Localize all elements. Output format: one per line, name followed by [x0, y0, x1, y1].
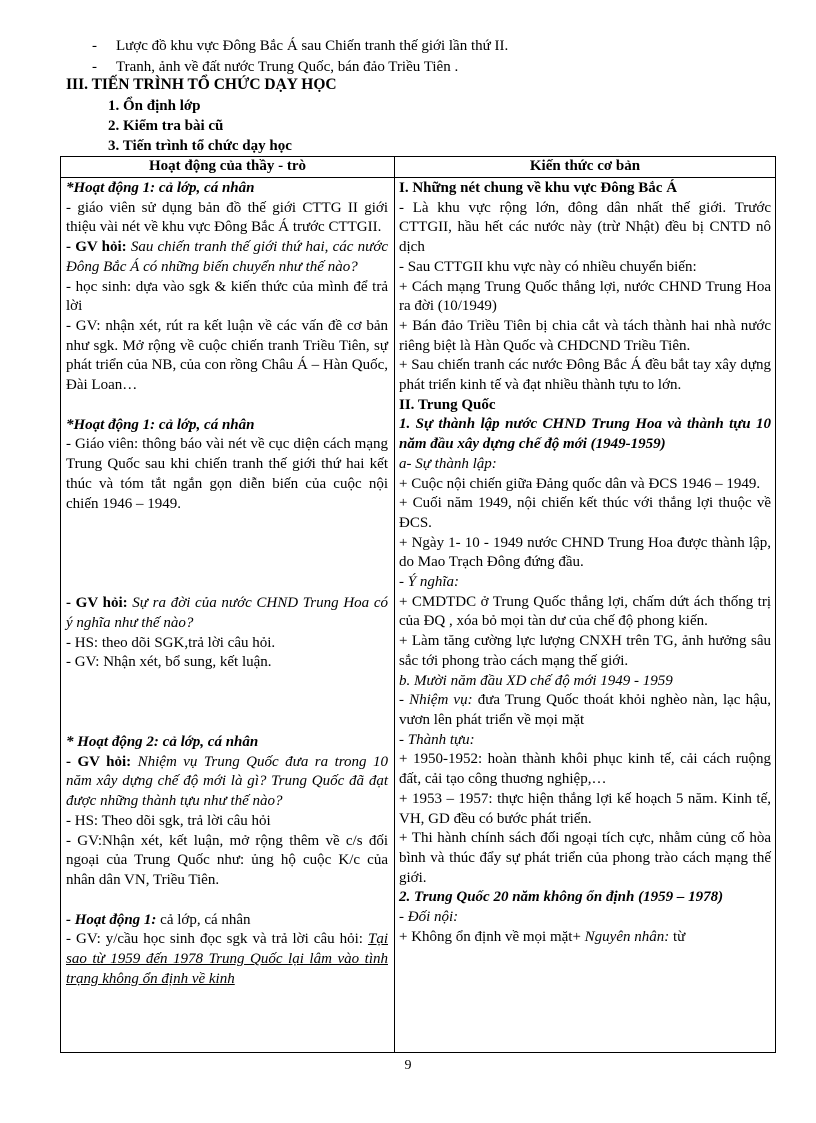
- activity-text: - học sinh: dựa vào sgk & kiến thức của mình để trả lời: [66, 278, 388, 315]
- header-teacher-student: Hoạt động của thầy - trò: [148, 158, 307, 174]
- knowledge-label: a- Sự thành lập:: [399, 455, 497, 472]
- spacer: [66, 673, 388, 713]
- knowledge-inline-text: đưa Trung Quốc thoát khỏi nghèo nàn, lạc hậu, vươn lên phát triển về mọi mặt: [399, 692, 772, 728]
- activity-title-rest: cả lớp, cá nhân: [160, 911, 251, 928]
- knowledge-text: + CMDTDC ở Trung Quốc thắng lợi, chấm dứt ách thống trị của ĐQ , xóa bỏ mọi tàn dư của chế độ phong kiến.: [399, 593, 771, 630]
- knowledge-label: - Nhiệm vụ:: [399, 692, 473, 709]
- knowledge-text: + Bán đảo Triều Tiên bị chia cắt và tách thành hai nhà nước riêng biệt là Hàn Quốc và CHDCND Triều Tiên.: [399, 317, 771, 354]
- knowledge-inline-text: từ: [672, 928, 686, 945]
- knowledge-text: + 1953 – 1957: thực hiện thắng lợi kế hoạch 5 năm. Kinh tế, VH, GD đều có bước phát triển.: [399, 790, 771, 827]
- activity-text: - giáo viên sử dụng bản đồ thế giới CTTG II giới thiệu vài nét về khu vực Đông Bắc Á trước CTTGII.: [66, 199, 388, 236]
- activity-text: - GV: Nhận xét, bổ sung, kết luận.: [66, 654, 272, 671]
- knowledge-inline-text: + Không ổn định về mọi mặt+: [399, 928, 581, 945]
- activity-text: - Giáo viên: thông báo vài nét về cục diện cách mạng Trung Quốc sau khi chiến tranh thế giới thứ hai kết thúc và tóm tắt ngắn gọn diễn biến của cuộc nội chiến 1946 – 1949.: [66, 436, 388, 512]
- spacer: [66, 574, 388, 594]
- knowledge-text: - Là khu vực rộng lớn, đông dân nhất thế giới. Trước CTTGII, hầu hết các nước này (trừ Nhật) đều bị CNTD nô dịch: [399, 199, 771, 256]
- question-label: - GV hỏi:: [66, 239, 127, 256]
- question-lead: - GV: y/cầu học sinh đọc sgk và trả lời câu hỏi:: [66, 931, 363, 948]
- knowledge-label: - Thành tựu:: [399, 731, 475, 748]
- question-text: Sau chiến tranh thế giới thứ hai, các nước Đông Bắc Á có những biến chuyển như thế nào?: [66, 239, 388, 275]
- section-title: III. TIẾN TRÌNH TỔ CHỨC DẠY HỌC: [66, 76, 337, 93]
- knowledge-text: + Cách mạng Trung Quốc thắng lợi, nước CHND Trung Hoa ra đời (10/1949): [399, 278, 771, 315]
- knowledge-label: b. Mười năm đầu XD chế độ mới 1949 - 1959: [399, 672, 673, 689]
- activity-title: *Hoạt động 1: cả lớp, cá nhân: [66, 416, 255, 433]
- subsection-title: 3. Tiến trình tổ chức dạy học: [108, 138, 292, 154]
- knowledge-text: + Sau chiến tranh các nước Đông Bắc Á đều bắt tay xây dựng phát triển kinh tế và đạt nhiều thành tựu to lớn.: [399, 357, 771, 394]
- spacer: [66, 891, 388, 911]
- activity-text: - GV:Nhận xét, kết luận, mở rộng thêm về c/s đối ngoại của Trung Quốc như: ủng hộ cuộc K/c của nhân dân VN, Triều Tiên.: [66, 832, 388, 888]
- bullet-text: Lược đồ khu vực Đông Bắc Á sau Chiến tranh thế giới lần thứ II.: [116, 38, 509, 54]
- subsection-title: 2. Kiểm tra bài cũ: [108, 118, 224, 134]
- knowledge-label: Nguyên nhân:: [584, 928, 670, 945]
- knowledge-text: + Ngày 1- 10 - 1949 nước CHND Trung Hoa được thành lập, do Mao Trạch Đông đứng đầu.: [399, 534, 771, 571]
- column-divider: [394, 157, 395, 1052]
- bullet-text: Tranh, ảnh về đất nước Trung Quốc, bán đảo Triều Tiên .: [116, 59, 459, 75]
- subsection-title: 1. Ổn định lớp: [108, 98, 201, 114]
- spacer: [66, 396, 388, 416]
- spacer: [66, 713, 388, 733]
- activity-question: [66, 753, 388, 812]
- activity-question: [66, 930, 388, 989]
- page-number: 9: [404, 1058, 412, 1073]
- activity-title-line: [66, 911, 388, 931]
- knowledge-heading: I. Những nét chung về khu vực Đông Bắc Á: [399, 180, 678, 196]
- activity-question: [66, 238, 388, 277]
- bullet-item: [92, 58, 458, 77]
- activities-column: [66, 179, 388, 990]
- activity-text: - HS: Theo dõi sgk, trả lời câu hỏi: [66, 812, 271, 829]
- knowledge-label: - Ý nghĩa:: [399, 574, 459, 591]
- activity-text: - GV: nhận xét, rút ra kết luận về các vấn đề cơ bản như sgk. Mở rộng về cuộc chiến tranh Triều Tiên, sự phát triển của NB, của con rồng Châu Á – Hàn Quốc, Đài Loan…: [66, 317, 388, 394]
- question-text: Sự ra đời của nước CHND Trung Hoa có ý nghĩa như thế nào?: [66, 595, 388, 631]
- bullet-dash: -: [92, 38, 97, 54]
- knowledge-text: + Cuộc nội chiến giữa Đảng quốc dân và ĐCS 1946 – 1949.: [399, 475, 761, 492]
- knowledge-heading: II. Trung Quốc: [399, 396, 496, 413]
- bullet-item: [92, 37, 508, 56]
- knowledge-subheading: 2. Trung Quốc 20 năm không ổn định (1959 – 1978): [399, 889, 724, 906]
- knowledge-text: + Cuối năm 1949, nội chiến kết thúc với thắng lợi thuộc về ĐCS.: [399, 495, 771, 531]
- lesson-table: [60, 156, 776, 1053]
- question-label: - GV hỏi:: [66, 595, 128, 612]
- knowledge-text: [399, 691, 771, 730]
- knowledge-label: - Đối nội:: [399, 909, 459, 926]
- header-basic-knowledge: Kiến thức cơ bản: [529, 158, 641, 174]
- activity-title: - Hoạt động 1:: [66, 911, 157, 928]
- bullet-dash: -: [92, 59, 97, 75]
- knowledge-text: + 1950-1952: hoàn thành khôi phục kinh tế, cải cách ruộng đất, cải tạo công thuơng nghiệp,…: [399, 751, 771, 788]
- knowledge-subheading: 1. Sự thành lập nước CHND Trung Hoa và thành tựu 10 năm đầu xây dựng chế độ mới (1949-1959): [399, 416, 771, 453]
- question-text: Tại sao từ 1959 đến 1978 Trung Quốc lại lâm vào tình trạng không ổn định về kinh: [66, 931, 388, 987]
- question-text: Nhiệm vụ Trung Quốc đưa ra trong 10 năm xây dựng chế độ mới là gì? Trung Quốc đã đạt được những thành tựu như thế nào?: [66, 753, 388, 810]
- header-divider: [61, 177, 775, 178]
- knowledge-column: [399, 179, 771, 947]
- knowledge-text: - Sau CTTGII khu vực này có nhiều chuyển biến:: [399, 258, 697, 275]
- spacer: [66, 514, 388, 574]
- activity-text: - HS: theo dõi SGK,trả lời câu hỏi.: [66, 634, 276, 651]
- knowledge-text: + Thi hành chính sách đối ngoại tích cực, nhằm củng cố hòa bình và thúc đẩy sự phát triển của phong trào cách mạng thế giới.: [399, 830, 771, 886]
- knowledge-text: + Làm tăng cường lực lượng CNXH trên TG, ảnh hưởng sâu sắc tới phong trào cách mạng thế giới.: [399, 633, 771, 669]
- question-label: - GV hỏi:: [66, 753, 132, 770]
- activity-title: *Hoạt động 1: cả lớp, cá nhân: [66, 180, 255, 196]
- knowledge-text: [399, 928, 771, 948]
- activity-question: [66, 594, 388, 633]
- activity-title: * Hoạt động 2: cả lớp, cá nhân: [66, 734, 259, 751]
